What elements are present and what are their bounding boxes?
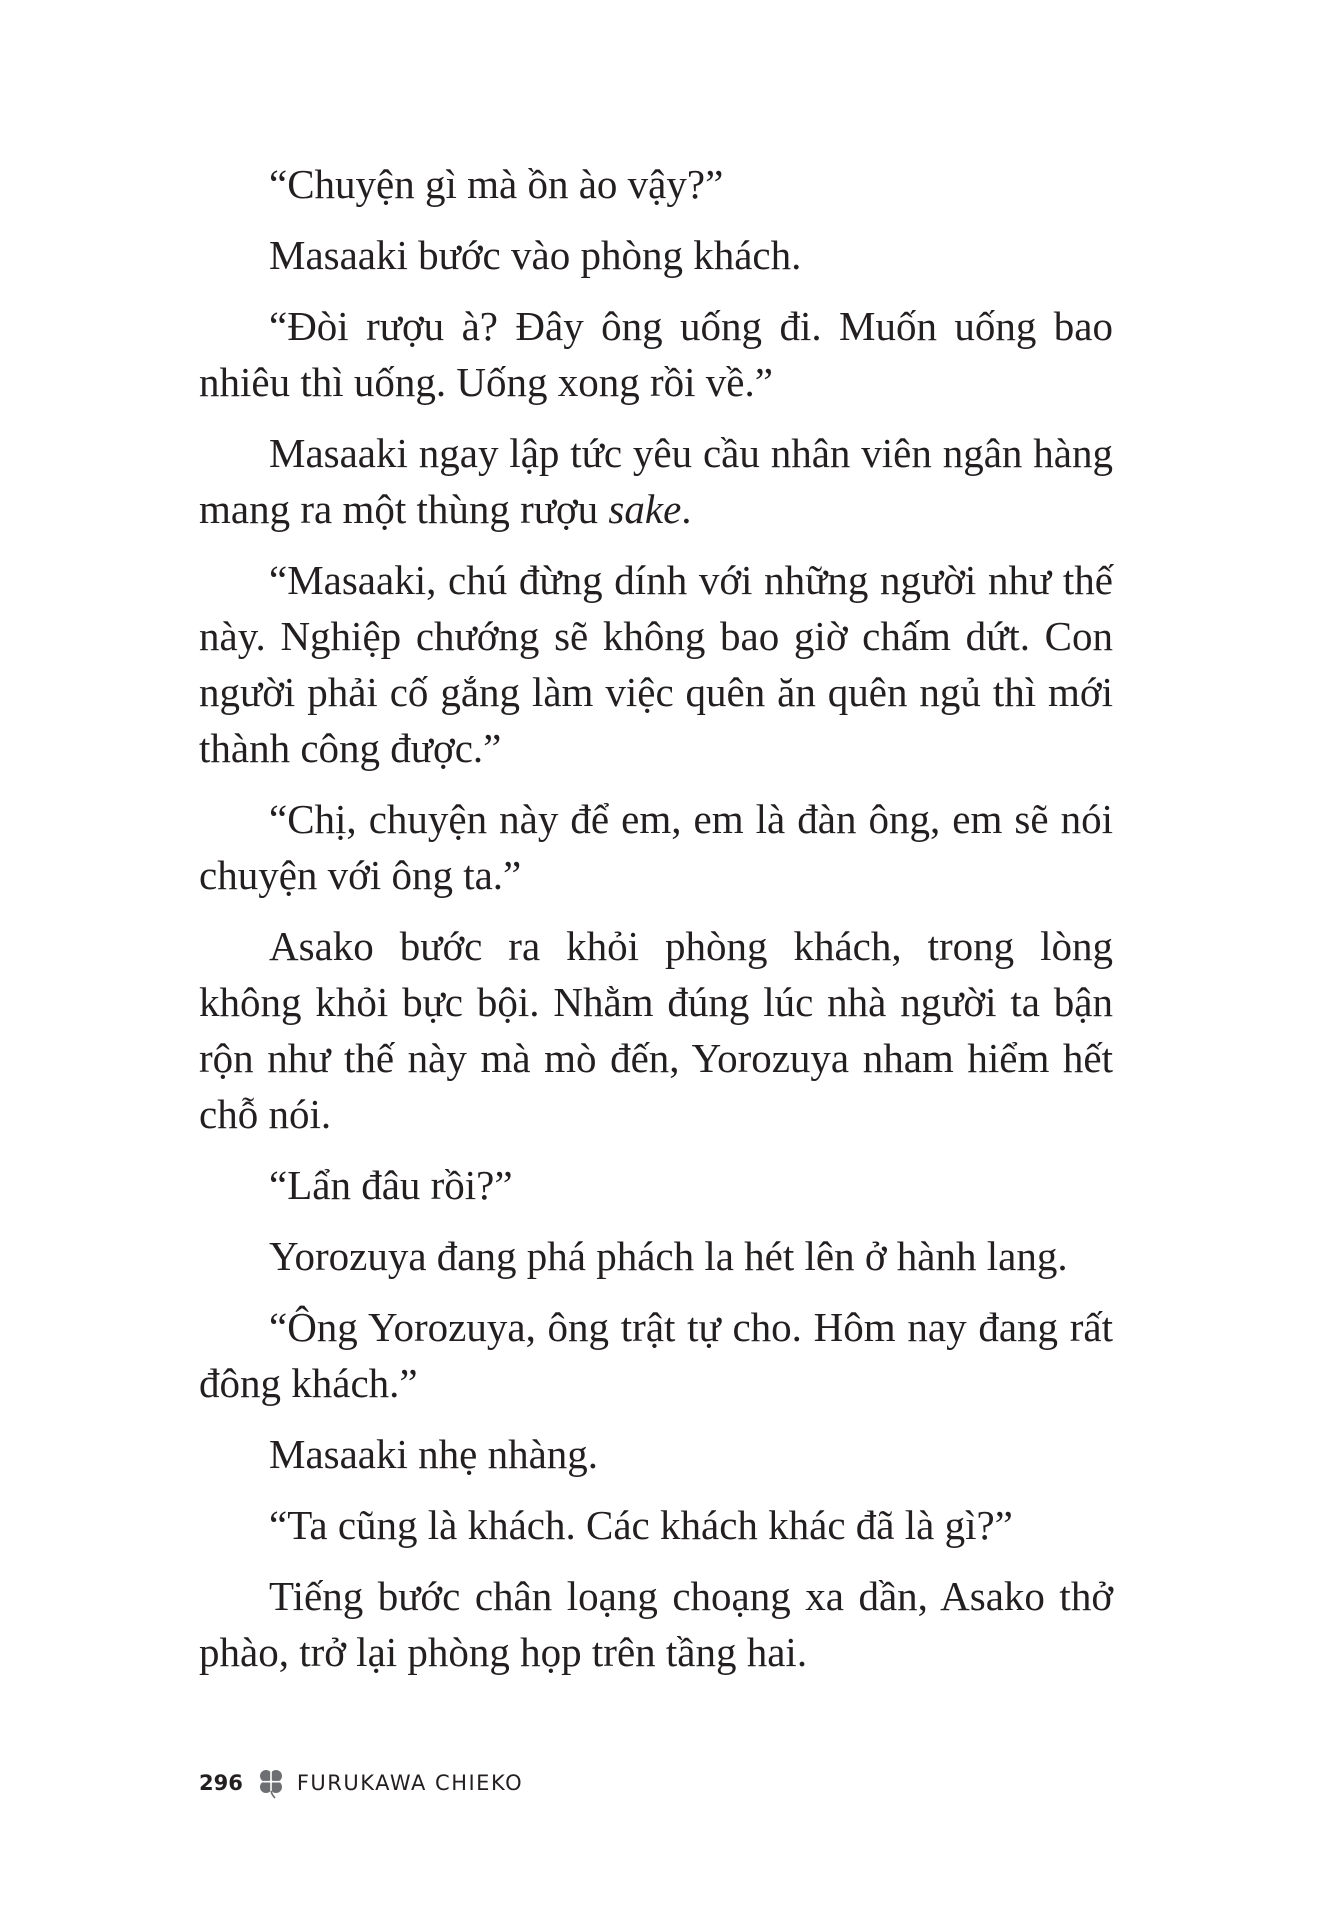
paragraph-9: Yorozuya đang phá phách la hét lên ở hành lang. xyxy=(269,1233,1068,1279)
paragraph-4 xyxy=(199,425,1113,537)
paragraph-5: “Masaaki, chú đừng dính với những người như thế này. Nghiệp chướng sẽ không bao giờ chấm dứt. Con người phải cố gắng làm việc quên ăn quên ngủ thì mới thành công được.” xyxy=(199,557,1113,771)
page-footer xyxy=(199,1763,523,1803)
paragraph-10: “Ông Yorozuya, ông trật tự cho. Hôm nay đang rất đông khách.” xyxy=(199,1304,1113,1406)
paragraph-4-italic-word: sake xyxy=(608,486,682,532)
body-text xyxy=(199,156,1113,1695)
paragraph-13: Tiếng bước chân loạng choạng xa dần, Asako thở phào, trở lại phòng họp trên tầng hai. xyxy=(199,1573,1113,1675)
page-number: 296 xyxy=(199,1771,243,1795)
paragraph-6: “Chị, chuyện này để em, em là đàn ông, em sẽ nói chuyện với ông ta.” xyxy=(199,796,1113,898)
paragraph-7: Asako bước ra khỏi phòng khách, trong lòng không khỏi bực bội. Nhằm đúng lúc nhà người ta bận rộn như thế này mà mò đến, Yorozuya nham hiểm hết chỗ nói. xyxy=(199,923,1113,1137)
paragraph-11: Masaaki nhẹ nhàng. xyxy=(269,1431,599,1477)
paragraph-12: “Ta cũng là khách. Các khách khác đã là gì?” xyxy=(269,1502,1013,1548)
paragraph-3: “Đòi rượu à? Đây ông uống đi. Muốn uống bao nhiêu thì uống. Uống xong rồi về.” xyxy=(199,303,1113,405)
clover-icon xyxy=(255,1767,287,1799)
paragraph-4-text: Masaaki ngay lập tức yêu cầu nhân viên ngân hàng mang ra một thùng rượu xyxy=(199,430,1113,532)
paragraph-8: “Lẩn đâu rồi?” xyxy=(269,1162,513,1208)
paragraph-1: “Chuyện gì mà ồn ào vậy?” xyxy=(269,161,724,207)
paragraph-4-end: . xyxy=(681,486,692,532)
author-name: FURUKAWA CHIEKO xyxy=(296,1771,524,1795)
paragraph-2: Masaaki bước vào phòng khách. xyxy=(269,232,802,278)
